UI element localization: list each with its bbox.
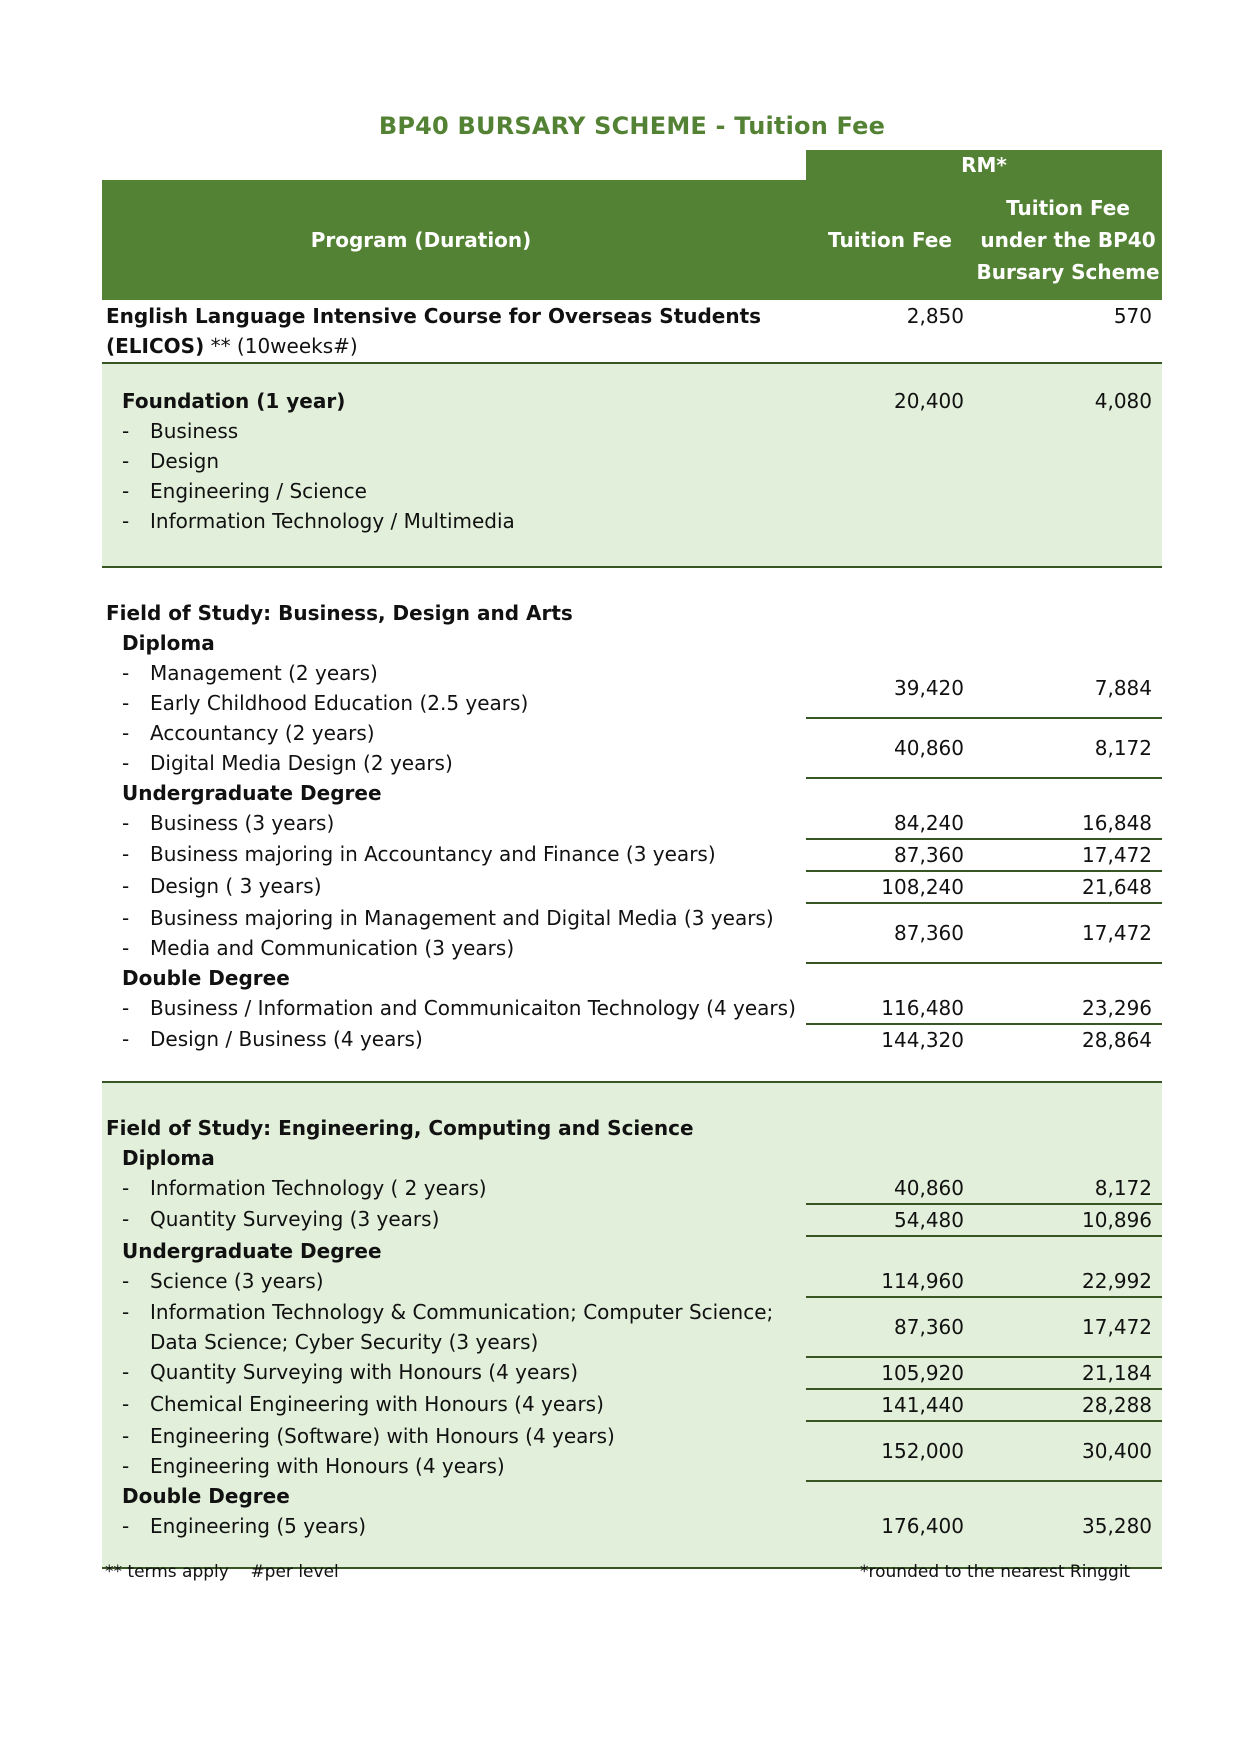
bullet-dash: -	[122, 691, 130, 715]
tuition-fee-value: 152,000	[806, 1421, 974, 1481]
bullet-dash: -	[122, 1300, 130, 1324]
program-item-label: Science (3 years)	[150, 1269, 324, 1293]
program-item	[122, 839, 806, 869]
bp40-fee-value: 17,472	[974, 1297, 1162, 1357]
engineering-diploma-label: Diploma	[102, 1143, 806, 1173]
program-item-label: Accountancy (2 years)	[150, 721, 375, 745]
bullet-dash: -	[122, 419, 130, 443]
program-row	[102, 1173, 1162, 1204]
program-list	[102, 1511, 806, 1541]
bp40-fee-value: 17,472	[974, 839, 1162, 871]
program-row	[102, 839, 1162, 871]
header-bp40-line: under the BP40	[980, 228, 1156, 252]
bullet-dash: -	[122, 936, 130, 960]
bp40-fee-value: 8,172	[974, 718, 1162, 778]
program-item	[122, 933, 806, 963]
program-list	[102, 903, 806, 963]
foundation-item-label: Design	[150, 449, 220, 473]
bullet-dash: -	[122, 811, 130, 835]
program-list	[102, 1024, 806, 1055]
engineering-dd-label-row	[102, 1481, 1162, 1511]
page-title: BP40 BURSARY SCHEME - Tuition Fee	[378, 112, 886, 140]
bullet-dash: -	[122, 906, 130, 930]
bp40-fee-value: 23,296	[974, 993, 1162, 1024]
spacer-row	[102, 1082, 1162, 1113]
business-diploma-label-row	[102, 628, 1162, 658]
tuition-fee-value: 141,440	[806, 1389, 974, 1421]
program-item-label: Engineering (5 years)	[150, 1514, 367, 1538]
program-item	[122, 748, 806, 778]
program-list	[102, 1297, 806, 1357]
program-list	[102, 718, 806, 778]
business-field-title: Field of Study: Business, Design and Arts	[106, 601, 573, 625]
elicos-fee: 2,850	[806, 300, 974, 363]
program-row	[102, 871, 1162, 903]
engineering-ug-label: Undergraduate Degree	[102, 1236, 806, 1266]
program-list	[102, 1204, 806, 1236]
program-row	[102, 1421, 1162, 1481]
spacer-row	[102, 567, 1162, 598]
tuition-fee-value: 87,360	[806, 839, 974, 871]
bullet-dash: -	[122, 479, 130, 503]
footer-rounding-note: *rounded to the nearest Ringgit	[860, 1562, 1131, 1582]
business-ug-label-row	[102, 778, 1162, 808]
bullet-dash: -	[122, 1027, 130, 1051]
program-row	[102, 903, 1162, 963]
bullet-dash: -	[122, 721, 130, 745]
program-row	[102, 1266, 1162, 1297]
program-item	[122, 1204, 806, 1234]
program-item	[122, 1451, 806, 1481]
program-item-label: Early Childhood Education (2.5 years)	[150, 691, 529, 715]
program-item-label: Business (3 years)	[150, 811, 335, 835]
program-row	[102, 1389, 1162, 1421]
bp40-fee-value: 7,884	[974, 658, 1162, 718]
bullet-dash: -	[122, 1514, 130, 1538]
elicos-duration: ** (10weeks#)	[204, 334, 358, 358]
bullet-dash: -	[122, 1269, 130, 1293]
program-item	[122, 1173, 806, 1203]
column-header-row	[102, 180, 1162, 300]
elicos-bp40: 570	[974, 300, 1162, 363]
tuition-fee-value: 87,360	[806, 903, 974, 963]
program-item	[122, 1266, 806, 1296]
foundation-title: Foundation (1 year)	[122, 389, 346, 413]
program-list	[102, 1389, 806, 1421]
program-item-label: Chemical Engineering with Honours (4 years)	[150, 1392, 604, 1416]
program-item	[122, 688, 806, 718]
tuition-fee-value: 116,480	[806, 993, 974, 1024]
program-item	[122, 871, 806, 901]
program-row	[102, 993, 1162, 1024]
bp40-fee-value: 21,648	[974, 871, 1162, 903]
elicos-program	[102, 300, 806, 363]
program-item	[122, 1327, 806, 1357]
program-item-label: Management (2 years)	[150, 661, 378, 685]
program-list	[102, 871, 806, 903]
program-list	[102, 1266, 806, 1297]
bp40-fee-value: 28,288	[974, 1389, 1162, 1421]
foundation-row	[102, 386, 1162, 536]
program-item-label: Digital Media Design (2 years)	[150, 751, 453, 775]
currency-header-row	[102, 150, 1162, 180]
bp40-fee-value: 8,172	[974, 1173, 1162, 1204]
program-row	[102, 1357, 1162, 1389]
bullet-dash: -	[122, 449, 130, 473]
engineering-diploma-label-row	[102, 1143, 1162, 1173]
elicos-abbr: (ELICOS)	[106, 334, 205, 358]
program-item	[122, 1024, 806, 1054]
program-item	[122, 658, 806, 688]
program-list	[102, 1421, 806, 1481]
tuition-fee-value: 40,860	[806, 718, 974, 778]
tuition-fee-value: 39,420	[806, 658, 974, 718]
tuition-fee-value: 105,920	[806, 1357, 974, 1389]
business-dd-label-row	[102, 963, 1162, 993]
elicos-name-line2	[106, 331, 806, 361]
tuition-fee-value: 144,320	[881, 1028, 964, 1052]
footer-terms: ** terms apply #per level	[105, 1562, 339, 1582]
fee-table	[102, 150, 1162, 1569]
bullet-dash: -	[122, 1392, 130, 1416]
program-list	[102, 808, 806, 839]
spacer-row	[102, 363, 1162, 386]
bp40-fee-value: 21,184	[974, 1357, 1162, 1389]
header-bp40-line: Tuition Fee	[1006, 196, 1130, 220]
program-item-label: Information Technology ( 2 years)	[150, 1176, 487, 1200]
program-list	[102, 839, 806, 871]
foundation-item-label: Engineering / Science	[150, 479, 367, 503]
engineering-ug-label-row	[102, 1236, 1162, 1266]
tuition-fee-value: 87,360	[806, 1297, 974, 1357]
bullet-dash: -	[122, 661, 130, 685]
foundation-item	[122, 476, 806, 506]
program-item	[122, 1511, 806, 1541]
business-field-title-row	[102, 598, 1162, 628]
bullet-dash: -	[122, 842, 130, 866]
bullet-dash: -	[122, 996, 130, 1020]
header-bp40-fee	[974, 180, 1162, 300]
foundation-item-label: Information Technology / Multimedia	[150, 509, 515, 533]
program-item	[122, 903, 806, 933]
bullet-dash: -	[122, 751, 130, 775]
program-item-label: Business majoring in Management and Digital Media (3 years)	[150, 906, 774, 930]
program-item-label: Design ( 3 years)	[150, 874, 322, 898]
program-row	[102, 1511, 1162, 1541]
bp40-fee-value: 17,472	[974, 903, 1162, 963]
bullet-dash: -	[122, 509, 130, 533]
business-dd-label: Double Degree	[122, 966, 290, 990]
bp40-fee-value: 22,992	[974, 1266, 1162, 1297]
program-item-label: Quantity Surveying with Honours (4 years)	[150, 1360, 579, 1384]
tuition-fee-value: 40,860	[806, 1173, 974, 1204]
business-ug-label: Undergraduate Degree	[122, 781, 382, 805]
bullet-dash: -	[122, 1360, 130, 1384]
program-item-label: Business / Information and Communicaiton Technology (4 years)	[150, 996, 796, 1020]
foundation-program	[102, 386, 806, 536]
program-item	[122, 1297, 806, 1327]
header-bp40-line: Bursary Scheme	[976, 260, 1160, 284]
program-item-label: Information Technology & Communication; Computer Science;	[150, 1300, 774, 1324]
program-row	[102, 808, 1162, 839]
tuition-fee-value: 84,240	[806, 808, 974, 839]
engineering-dd-label: Double Degree	[102, 1481, 806, 1511]
program-item-label: Quantity Surveying (3 years)	[150, 1207, 440, 1231]
bp40-fee-value: 10,896	[974, 1204, 1162, 1236]
bp40-fee-value: 30,400	[974, 1421, 1162, 1481]
tuition-fee-value: 176,400	[806, 1511, 974, 1541]
program-item	[122, 808, 806, 838]
foundation-bp40: 4,080	[974, 386, 1162, 536]
tuition-fee-value: 114,960	[806, 1266, 974, 1297]
business-diploma-label: Diploma	[122, 631, 215, 655]
program-list	[102, 1357, 806, 1389]
program-item	[122, 1357, 806, 1387]
program-item	[122, 993, 806, 1023]
program-row	[102, 1204, 1162, 1236]
fee-table-body	[102, 150, 1162, 1568]
bullet-dash: -	[122, 1176, 130, 1200]
program-item-label: Data Science; Cyber Security (3 years)	[150, 1330, 539, 1354]
program-item	[122, 1421, 806, 1451]
program-item	[122, 1389, 806, 1419]
program-list	[102, 993, 806, 1024]
header-program: Program (Duration)	[102, 180, 806, 300]
program-list	[102, 658, 806, 718]
program-item-label: Business majoring in Accountancy and Finance (3 years)	[150, 842, 716, 866]
tuition-fee-value: 54,480	[806, 1204, 974, 1236]
bp40-fee-value: 35,280	[974, 1511, 1162, 1541]
bullet-dash: -	[122, 1454, 130, 1478]
program-row	[102, 718, 1162, 778]
elicos-row	[102, 300, 1162, 363]
program-item-label: Engineering with Honours (4 years)	[150, 1454, 505, 1478]
program-row	[102, 658, 1162, 718]
bullet-dash: -	[122, 1207, 130, 1231]
program-list	[102, 1173, 806, 1204]
program-item-label: Design / Business (4 years)	[150, 1027, 423, 1051]
foundation-fee: 20,400	[806, 386, 974, 536]
tuition-fee-value: 108,240	[806, 871, 974, 903]
spacer-row	[102, 536, 1162, 567]
bullet-dash: -	[122, 1424, 130, 1448]
program-item-label: Media and Communication (3 years)	[150, 936, 515, 960]
currency-header: RM*	[806, 150, 1162, 180]
foundation-item	[122, 416, 806, 446]
bp40-fee-value: 28,864	[1082, 1028, 1153, 1052]
program-item	[122, 718, 806, 748]
elicos-name-line1: English Language Intensive Course for Overseas Students	[106, 304, 762, 328]
program-row	[102, 1297, 1162, 1357]
bp40-fee-value: 16,848	[974, 808, 1162, 839]
program-item-label: Engineering (Software) with Honours (4 years)	[150, 1424, 615, 1448]
spacer-row	[102, 1055, 1162, 1082]
foundation-item-label: Business	[150, 419, 239, 443]
program-row	[102, 1024, 1162, 1055]
foundation-item	[122, 506, 806, 536]
header-tuition-fee: Tuition Fee	[806, 180, 974, 300]
engineering-field-title-row	[102, 1113, 1162, 1143]
engineering-field-title: Field of Study: Engineering, Computing and Science	[102, 1113, 806, 1143]
bullet-dash: -	[122, 874, 130, 898]
foundation-item	[122, 446, 806, 476]
